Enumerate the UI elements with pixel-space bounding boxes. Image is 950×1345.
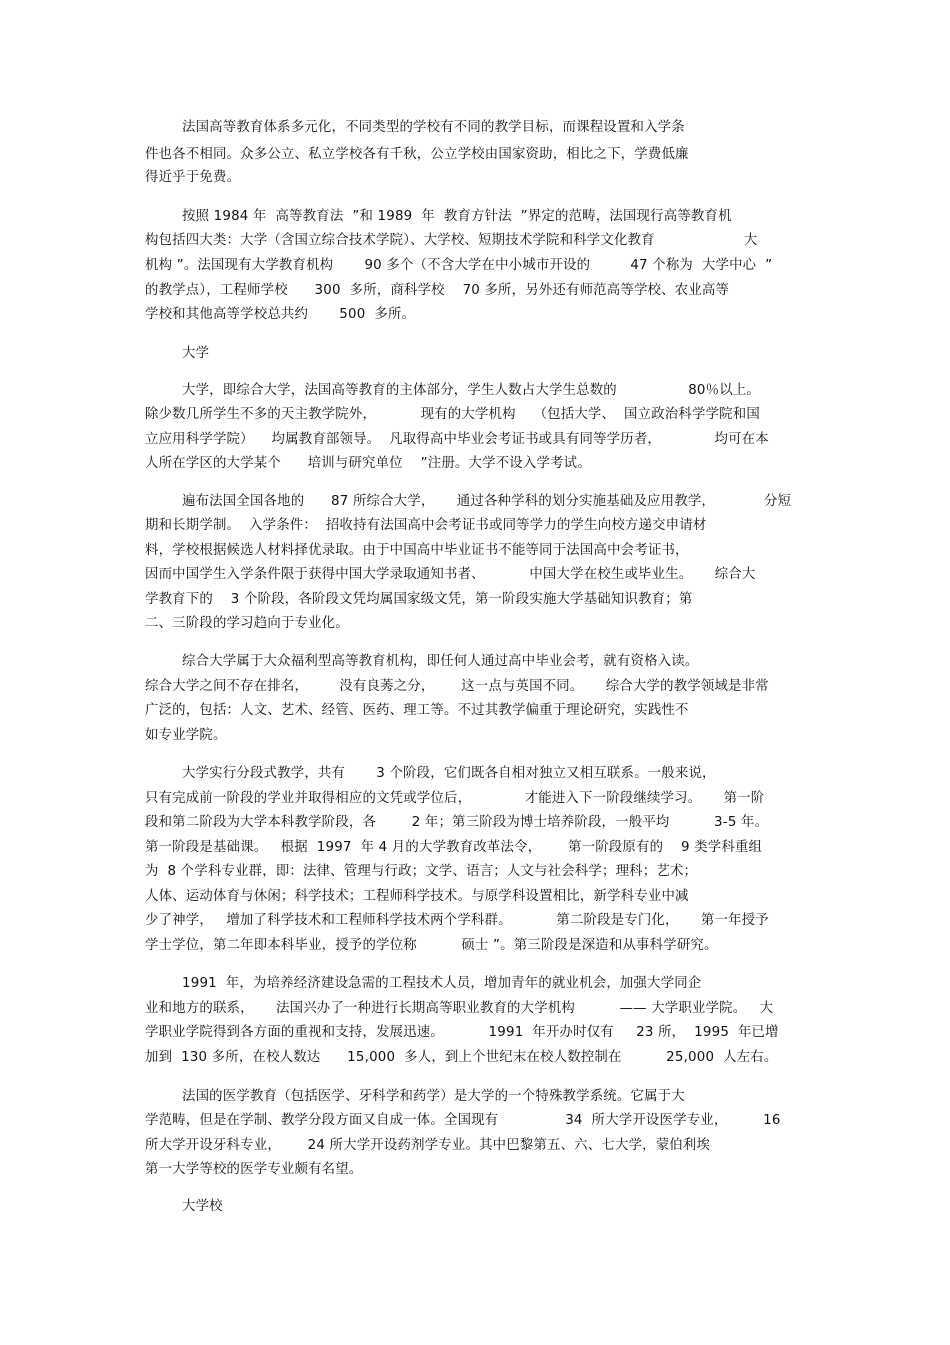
text-line: 人体、运动体育与休闲；科学技术；工程师科学技术。与原学科设置相比，新学科专业中减 (145, 889, 689, 904)
text-line: 综合大学属于大众福利型高等教育机构，即任何人通过高中毕业会考，就有资格入读。 (182, 654, 699, 669)
text-line: 学范畴，但是在学制、教学分段方面又自成一体。全国现有 34 所大学开设医学专业， 16 (145, 1113, 781, 1128)
text-line: 大学，即综合大学，法国高等教育的主体部分，学生人数占大学生总数的 80％以上。 (182, 383, 761, 398)
text-line: 件也各不相同。众多公立、私立学校各有千秋，公立学校由国家资助，相比之下，学费低廉 (145, 147, 689, 162)
text-line: 立应用科学学院） 均属教育部领导。 凡取得高中毕业会考证书或具有同等学历者， 均可在本 (145, 432, 769, 447)
text-line: 少了神学， 增加了科学技术和工程师科学技术两个学科群。 第二阶段是专门化， 第一年授予 (145, 913, 769, 928)
text-line: 法国高等教育体系多元化，不同类型的学校有不同的教学目标，而课程设置和入学条 (182, 120, 685, 135)
text-line: 按照 1984 年 高等教育法 ”和 1989 年 教育方针法 ”界定的范畴，法国现行高等教育机 (182, 209, 732, 224)
text-line: 如专业学院。 (145, 728, 227, 743)
text-line: 业和地方的联系， 法国兴办了一种进行长期高等职业教育的大学机构 —— 大学职业学院。 大 (145, 1001, 774, 1016)
text-line: 料，学校根据候选人材料择优录取。由于中国高中毕业证书不能等同于法国高中会考证书， (145, 543, 689, 558)
text-line: 法国的医学教育（包括医学、牙科学和药学）是大学的一个特殊教学系统。它属于大 (182, 1089, 685, 1104)
text-line: 得近乎于免费。 (145, 170, 241, 185)
text-line: 广泛的，包括：人文、艺术、经管、医药、理工等。不过其教学偏重于理论研究，实践性不 (145, 703, 689, 718)
text-line: 段和第二阶段为大学本科教学阶段，各 2 年；第三阶段为博士培养阶段，一般平均 3-5 年。 (145, 815, 769, 830)
text-line: 除少数几所学生不多的天主教学院外， 现有的大学机构 （包括大学、 国立政治科学学院和国 (145, 407, 760, 422)
text-line: 第一阶段是基础课。 根据 1997 年 4 月的大学教育改革法令， 第一阶段原有的 9 类学科重组 (145, 840, 763, 855)
text-line: 加到 130 多所，在校人数达 15,000 多人，到上个世纪末在校人数控制在 25,000 人左右。 (145, 1050, 778, 1065)
text-line: 遍布法国全国各地的 87 所综合大学， 通过各种学科的划分实施基础及应用教学， 分短 (182, 494, 792, 509)
text-line: 大学实行分段式教学，共有 3 个阶段，它们既各自相对独立又相互联系。一般来说， (182, 766, 716, 781)
text-line: 1991 年，为培养经济建设急需的工程技术人员，增加青年的就业机会，加强大学同企 (182, 976, 702, 991)
text-line: 学教育下的 3 个阶段，各阶段文凭均属国家级文凭，第一阶段实施大学基础知识教育；第 (145, 592, 693, 607)
text-line: 只有完成前一阶段的学业并取得相应的文凭或学位后， 才能进入下一阶段继续学习。 第一阶 (145, 791, 765, 806)
text-line: 人所在学区的大学某个 培训与研究单位 ”注册。大学不设入学考试。 (145, 456, 591, 471)
text-line: 第一大学等校的医学专业颇有名望。 (145, 1162, 363, 1177)
section-heading: 大学校 (182, 1199, 223, 1214)
text-line: 所大学开设牙科专业， 24 所大学开设药剂学专业。其中巴黎第五、六、七大学，蒙伯利埃 (145, 1138, 711, 1153)
text-line: 学校和其他高等学校总共约 500 多所。 (145, 307, 416, 322)
text-line: 为 8 个学科专业群，即：法律、管理与行政；文学、语言；人文与社会科学；理科；艺术； (145, 864, 698, 879)
text-line: 学士学位，第二年即本科毕业，授予的学位称 硕士 ”。第三阶段是深造和从事科学研究。 (145, 938, 718, 953)
text-line: 机构 ”。法国现有大学教育机构 90 多个（不含大学在中小城市开设的 47 个称为 大学中心 ” (145, 258, 773, 273)
text-line: 综合大学之间不存在排名， 没有良莠之分， 这一点与英国不同。 综合大学的教学领域是非常 (145, 679, 769, 694)
text-line: 二、三阶段的学习趋向于专业化。 (145, 616, 349, 631)
section-heading: 大学 (182, 346, 210, 361)
text-line: 学职业学院得到各方面的重视和支持，发展迅速。 1991 年开办时仅有 23 所， 1995 年已增 (145, 1025, 779, 1040)
text-line: 期和长期学制。 入学条件： 招收持有法国高中会考证书或同等学力的学生向校方递交申请材 (145, 518, 707, 533)
text-line: 构包括四大类：大学（含国立综合技术学院）、大学校、短期技术学院和科学文化教育 大 (145, 233, 758, 248)
text-line: 因而中国学生入学条件限于获得中国大学录取通知书者、 中国大学在校生或毕业生。 综合大 (145, 567, 756, 582)
text-line: 的教学点），工程师学校 300 多所，商科学校 70 多所，另外还有师范高等学校、农业高等 (145, 283, 730, 298)
